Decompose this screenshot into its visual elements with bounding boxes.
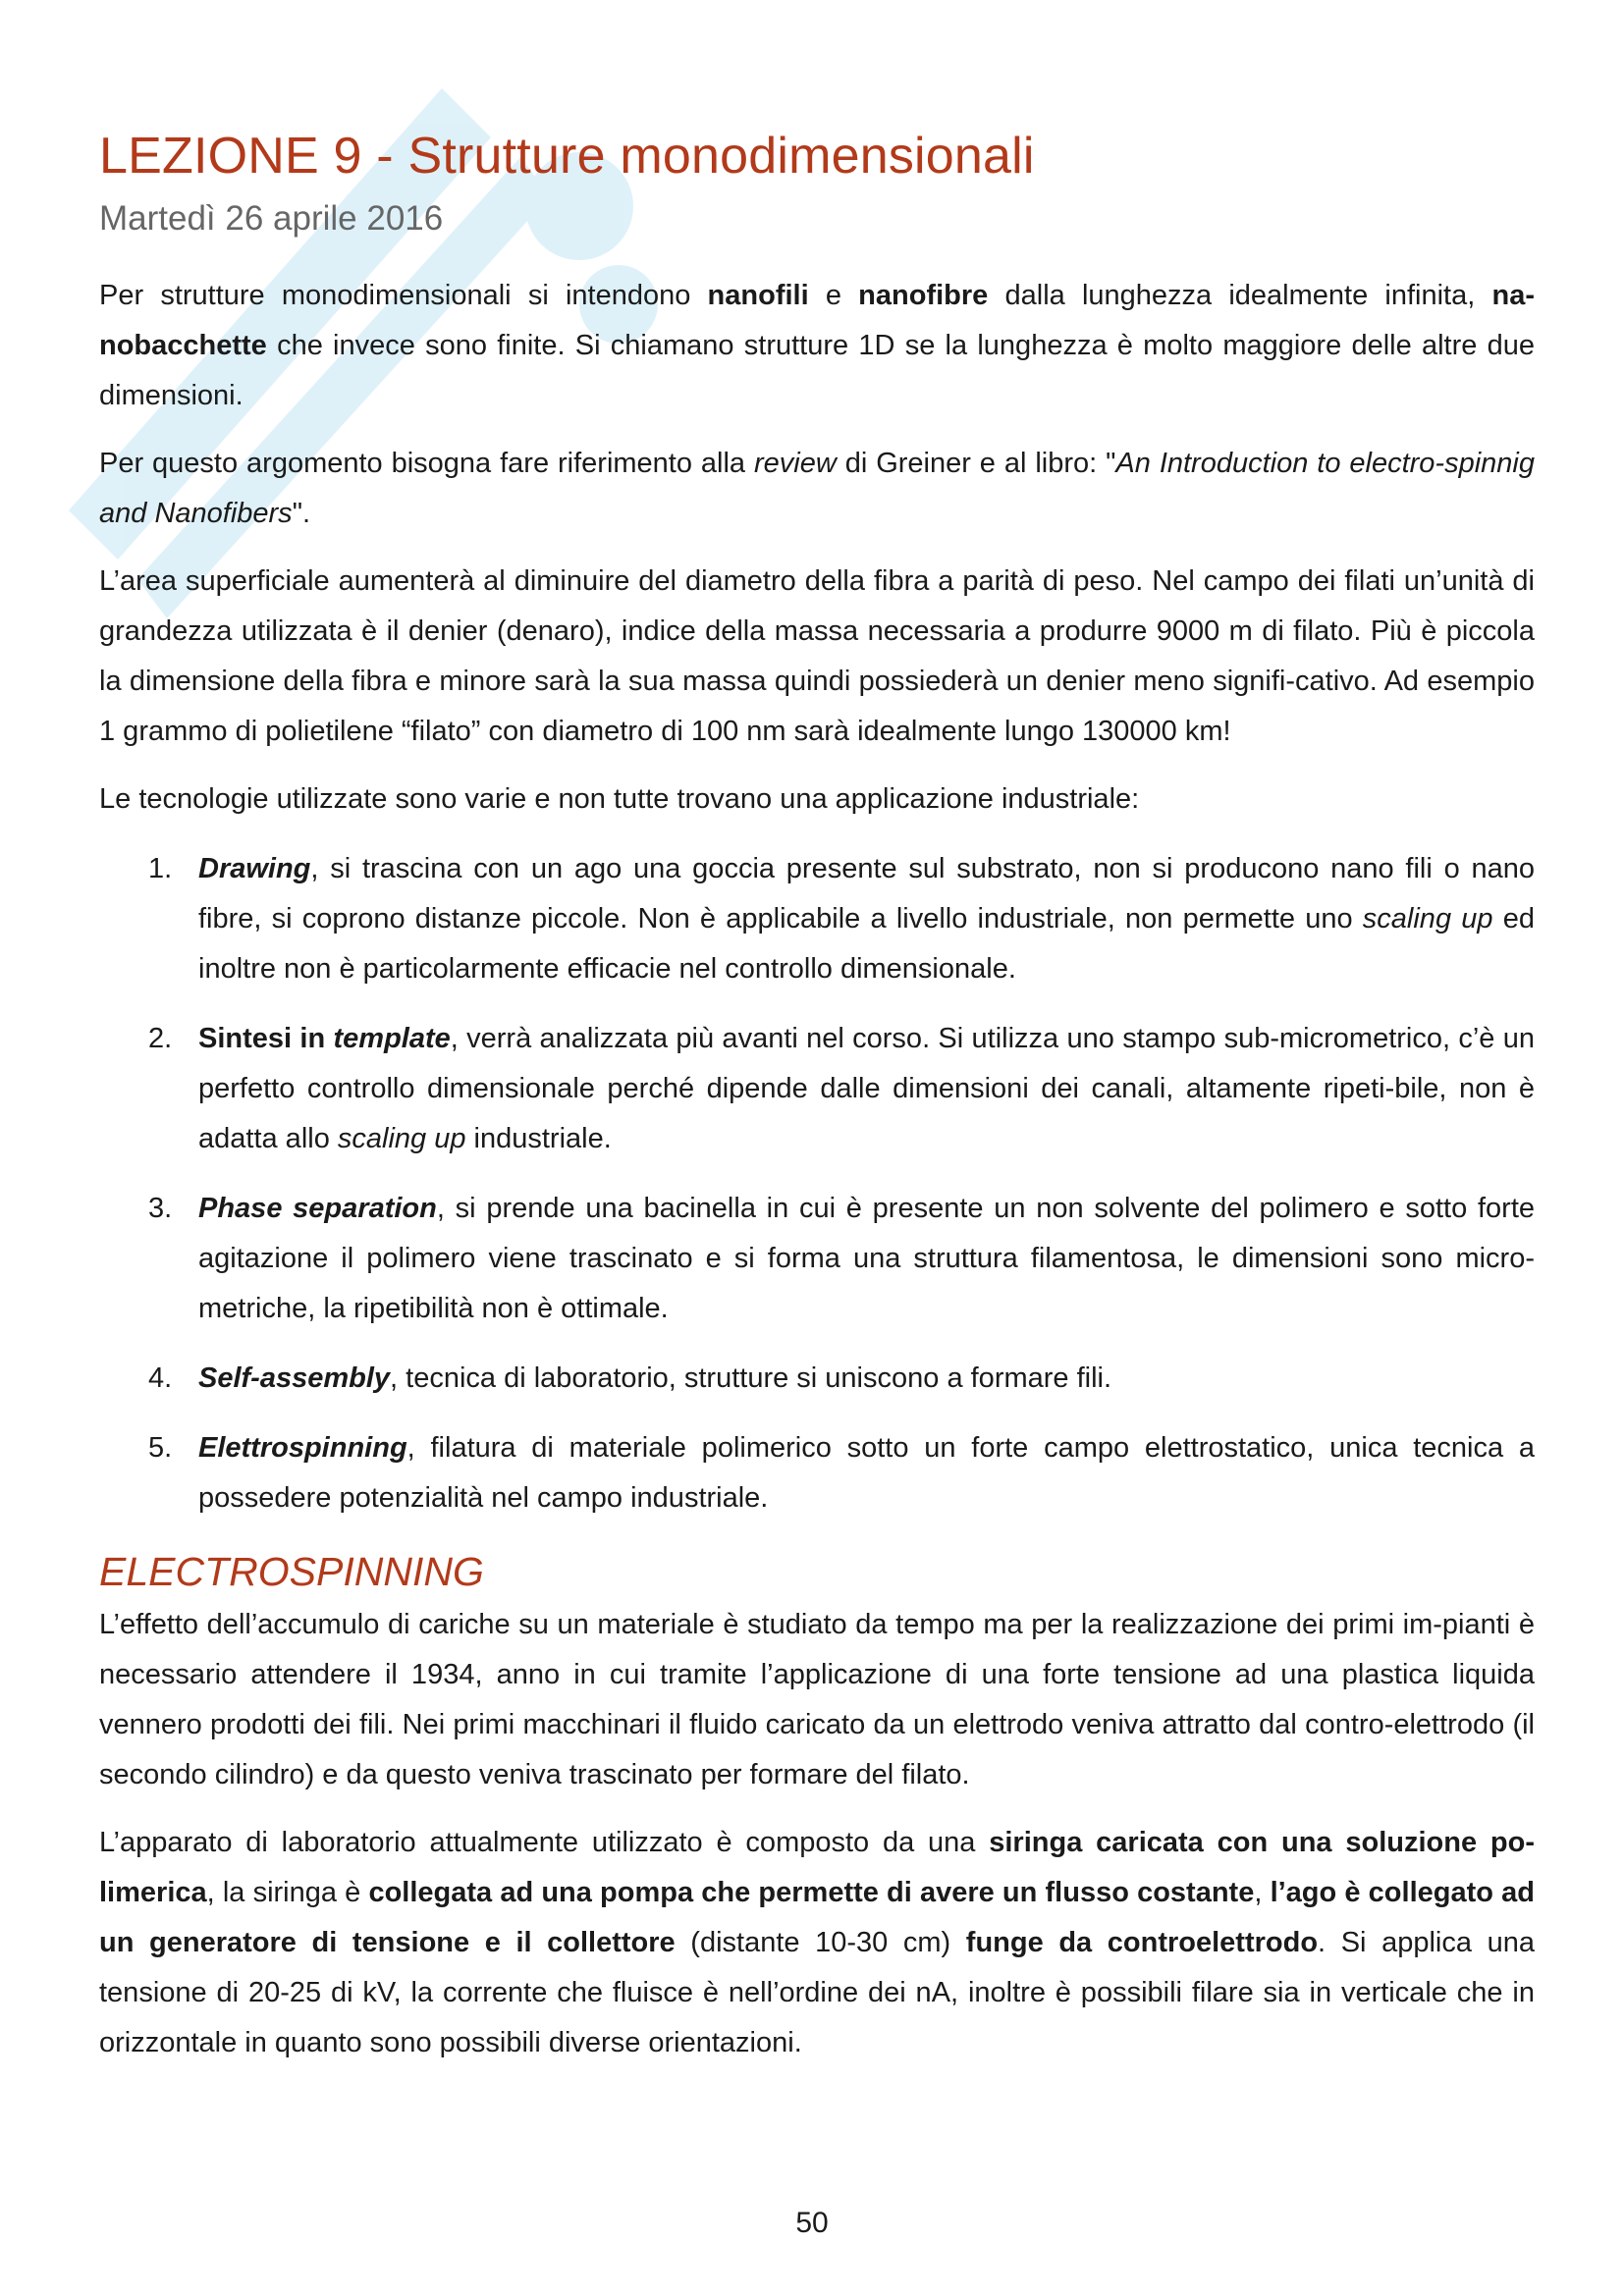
italic-text: scaling up — [337, 1123, 466, 1154]
italic-text: An Introduction to electro-spinnig and Nanofibers — [99, 448, 1535, 529]
list-item-text: Drawing, si trascina con un ago una goccia presente sul substrato, non si producono nano fili o nano fibre, si coprono distanze piccole. Non è applicabile a livello industriale, non permette uno scaling up ed inoltre non è particolarmente efficacie nel controllo dimensionale. — [198, 853, 1535, 985]
list-number: 4. — [148, 1362, 173, 1394]
list-item — [99, 1423, 1535, 1523]
bold-text: funge da controelettrodo — [965, 1927, 1319, 1958]
page-content — [99, 126, 1535, 2068]
list-item-text: Sintesi in template, verrà analizzata più avanti nel corso. Si utilizza uno stampo sub-micrometrico, c’è un perfetto controllo dimensionale perché dipende dalle dimensioni dei canali, altamente ripeti-bile, non è adatta allo scaling up industriale. — [198, 1023, 1535, 1154]
list-item — [99, 1354, 1535, 1404]
bold-text: nanofibre — [858, 280, 989, 311]
bold-text: nanofili — [707, 280, 809, 311]
bold-italic-text: Drawing — [198, 853, 311, 884]
bold-italic-text: Elettrospinning — [198, 1432, 407, 1464]
list-number: 3. — [148, 1193, 173, 1224]
paragraph-intro: Per strutture monodimensionali si intendono nanofili e nanofibre dalla lunghezza idealmente infinita, na-nobacchette che invece sono finite. Si chiamano strutture 1D se la lunghezza è molto maggiore delle altre due dimensioni. — [99, 280, 1535, 411]
paragraph-reference: Per questo argomento bisogna fare riferimento alla review di Greiner e al libro: "An Introduction to electro-spinnig and Nanofibers". — [99, 448, 1535, 529]
list-item-text: Phase separation, si prende una bacinella in cui è presente un non solvente del polimero e sotto forte agitazione il polimero viene trascinato e si forma una struttura filamentosa, le dimensioni sono micro-metriche, la ripetibilità non è ottimale. — [198, 1193, 1536, 1324]
list-item-text: Self-assembly, tecnica di laboratorio, strutture si uniscono a formare fili. — [198, 1362, 1112, 1394]
technologies-list — [99, 844, 1535, 1523]
page-number: 50 — [795, 2207, 829, 2239]
bold-text: collegata ad una pompa che permette di avere un flusso costante — [368, 1877, 1255, 1908]
bold-text: l’ago è collegato ad un generatore di tensione e il collettore — [99, 1877, 1535, 1958]
bold-text: Sintesi in — [198, 1023, 334, 1054]
section-heading: ELECTROSPINNING — [99, 1549, 484, 1594]
page-title: LEZIONE 9 - Strutture monodimensionali — [99, 128, 1035, 185]
paragraph-denier: L’area superficiale aumenterà al diminuire del diametro della fibra a parità di peso. Nel campo dei filati un’unità di grandezza utilizzata è il denier (denaro), indice della massa necessaria a produrre 9000 m di filato. Più è piccola la dimensione della fibra e minore sarà la sua massa quindi possiederà un denier meno signifi-cativo. Ad esempio 1 grammo di polietilene “filato” con diametro di 100 nm sarà idealmente lungo 130000 km! — [99, 565, 1535, 747]
lesson-date: Martedì 26 aprile 2016 — [99, 199, 444, 238]
bold-italic-text: Phase separation — [198, 1193, 437, 1224]
bold-italic-text: Self-assembly — [198, 1362, 391, 1394]
list-item — [99, 844, 1535, 994]
bold-text: siringa caricata con una soluzione po-limerica — [99, 1827, 1535, 1908]
paragraph-history: L’effetto dell’accumulo di cariche su un materiale è studiato da tempo ma per la realizzazione dei primi im-pianti è necessario attendere il 1934, anno in cui tramite l’applicazione di una forte tensione ad una plastica liquida vennero prodotti dei fili. Nei primi macchinari il fluido caricato da un elettrodo veniva attratto dal contro-elettrodo (il secondo cilindro) e da questo veniva trascinato per formare del filato. — [99, 1609, 1535, 1790]
italic-text: scaling up — [1362, 903, 1493, 934]
list-number: 2. — [148, 1023, 173, 1054]
paragraph-apparatus: L’apparato di laboratorio attualmente utilizzato è composto da una siringa caricata con una soluzione po-limerica, la siringa è collegata ad una pompa che permette di avere un flusso costante, l’ago è collegato ad un generatore di tensione e il collettore (distante 10-30 cm) funge da controelettrodo. Si applica una tensione di 20-25 di kV, la corrente che fluisce è nell’ordine dei nA, inoltre è possibili filare sia in verticale che in orizzontale in quanto sono possibili diverse orientazioni. — [99, 1827, 1535, 2058]
bold-italic-text: template — [333, 1023, 451, 1054]
list-item — [99, 1184, 1535, 1334]
paragraph-technologies: Le tecnologie utilizzate sono varie e non tutte trovano una applicazione industriale: — [99, 783, 1140, 815]
list-item-text: Elettrospinning, filatura di materiale polimerico sotto un forte campo elettrostatico, unica tecnica a possedere potenzialità nel campo industriale. — [198, 1432, 1535, 1514]
list-number: 1. — [148, 853, 173, 884]
italic-text: review — [753, 448, 837, 479]
list-item — [99, 1014, 1535, 1164]
list-number: 5. — [148, 1432, 173, 1464]
bold-text: na-nobacchette — [99, 280, 1535, 361]
